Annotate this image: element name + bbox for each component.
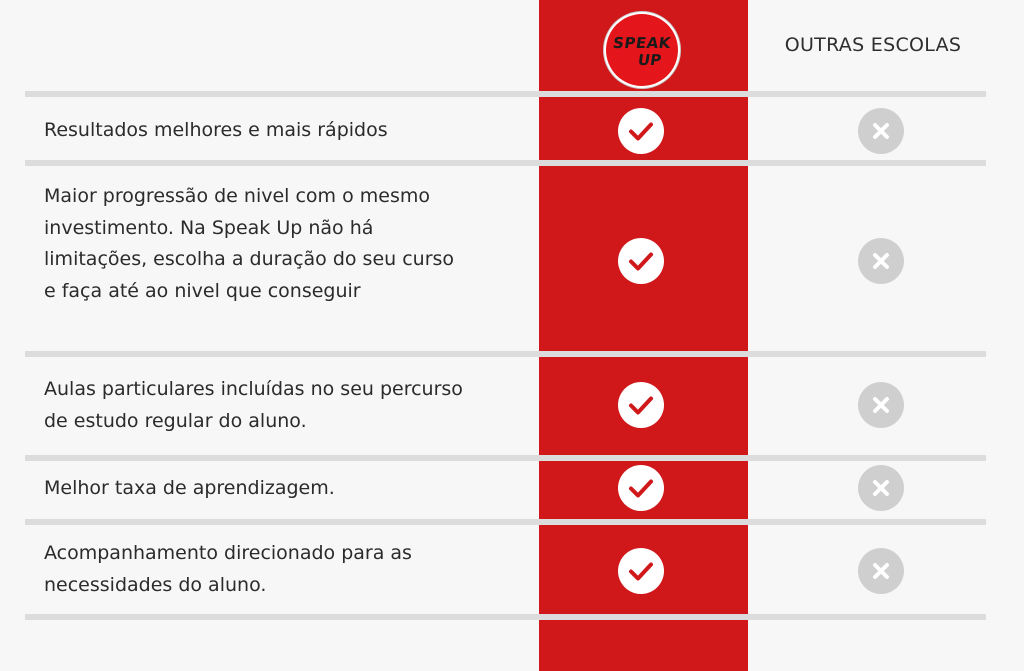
feature-text: Melhor taxa de aprendizagem.: [44, 477, 335, 499]
feature-text: Resultados melhores e mais rápidos: [44, 119, 388, 141]
cross-icon: [858, 238, 904, 284]
speakup-logo: [606, 14, 678, 86]
check-icon: [618, 108, 664, 154]
cross-icon: [858, 465, 904, 511]
row-divider: [25, 91, 986, 97]
row-divider: [25, 160, 986, 166]
check-icon: [618, 548, 664, 594]
feature-text: Acompanhamento direcionado para as necessidades do aluno.: [44, 542, 412, 596]
row-divider: [25, 614, 986, 620]
logo-text-line1: SPEAK: [611, 34, 673, 52]
cross-icon: [858, 108, 904, 154]
logo-text-line2: UP: [636, 51, 663, 69]
row-divider: [25, 455, 986, 461]
feature-text: Aulas particulares incluídas no seu percurso de estudo regular do aluno.: [44, 378, 463, 432]
check-icon: [618, 238, 664, 284]
feature-text: Maior progressão de nivel com o mesmo investimento. Na Speak Up não há limitações, escolha a duração do seu curso e faça até ao nivel que conseguir: [44, 185, 455, 302]
check-icon: [618, 382, 664, 428]
row-divider: [25, 519, 986, 525]
row-divider: [25, 351, 986, 357]
cross-icon: [858, 548, 904, 594]
check-icon: [618, 465, 664, 511]
competitor-header: OUTRAS ESCOLAS: [784, 34, 962, 56]
cross-icon: [858, 382, 904, 428]
